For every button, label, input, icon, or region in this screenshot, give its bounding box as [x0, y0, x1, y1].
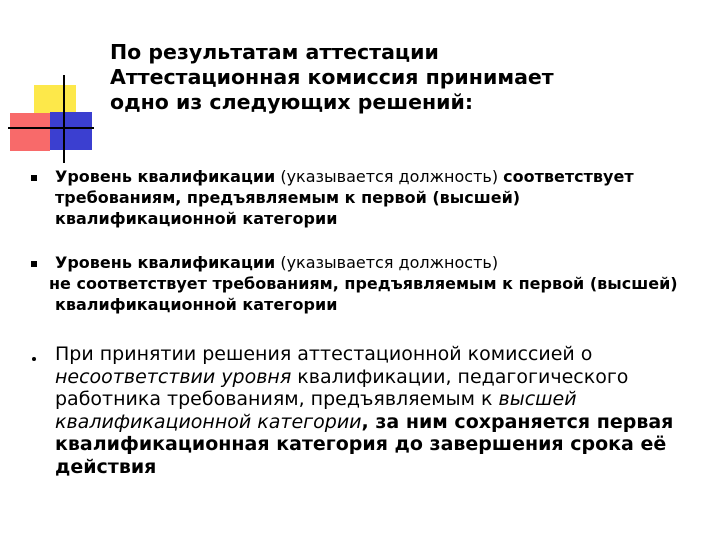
dot-bullet-icon — [32, 357, 36, 361]
item-text: соответствует требованиям, предъявляемым к первой (высшей) квалификационной категории — [55, 167, 634, 228]
item-text-bold: до завершения срока её действия — [55, 433, 667, 478]
decor-vertical-line — [63, 75, 65, 163]
item-text: не соответствует требованиям, предъявляемым к первой (высшей) квалификационной категории — [49, 274, 678, 314]
list-item — [55, 166, 705, 229]
item-text-plain: квалификации, педагогического работника требованиям, предъявляемым к — [55, 365, 629, 410]
decor-horizontal-line — [8, 127, 94, 129]
item-note: (указывается должность) — [275, 167, 504, 186]
list-item — [55, 343, 705, 478]
item-text-plain: При принятии решения аттестационной комиссией о — [55, 343, 593, 365]
title-line-2: Аттестационная комиссия принимает — [110, 65, 554, 89]
item-note: (указывается должность) — [275, 253, 499, 272]
list-item — [49, 252, 705, 315]
slide-title — [110, 40, 670, 115]
decor-red-square — [10, 113, 50, 151]
title-line-3: одно из следующих решений: — [110, 90, 474, 114]
decor-blue-square — [50, 112, 92, 150]
title-line-1: По результатам аттестации — [110, 40, 439, 64]
item-text-italic: несоответствии уровня — [55, 365, 292, 388]
square-bullet-icon — [31, 261, 37, 267]
item-text-italic: высшей квалификационной категории — [55, 388, 577, 433]
item-lead: Уровень квалификации — [55, 167, 276, 186]
square-bullet-icon — [31, 175, 37, 181]
item-lead: Уровень квалификации — [55, 253, 276, 272]
item-text-bold: , за ним сохраняется первая квалификационная категория — [55, 410, 674, 455]
